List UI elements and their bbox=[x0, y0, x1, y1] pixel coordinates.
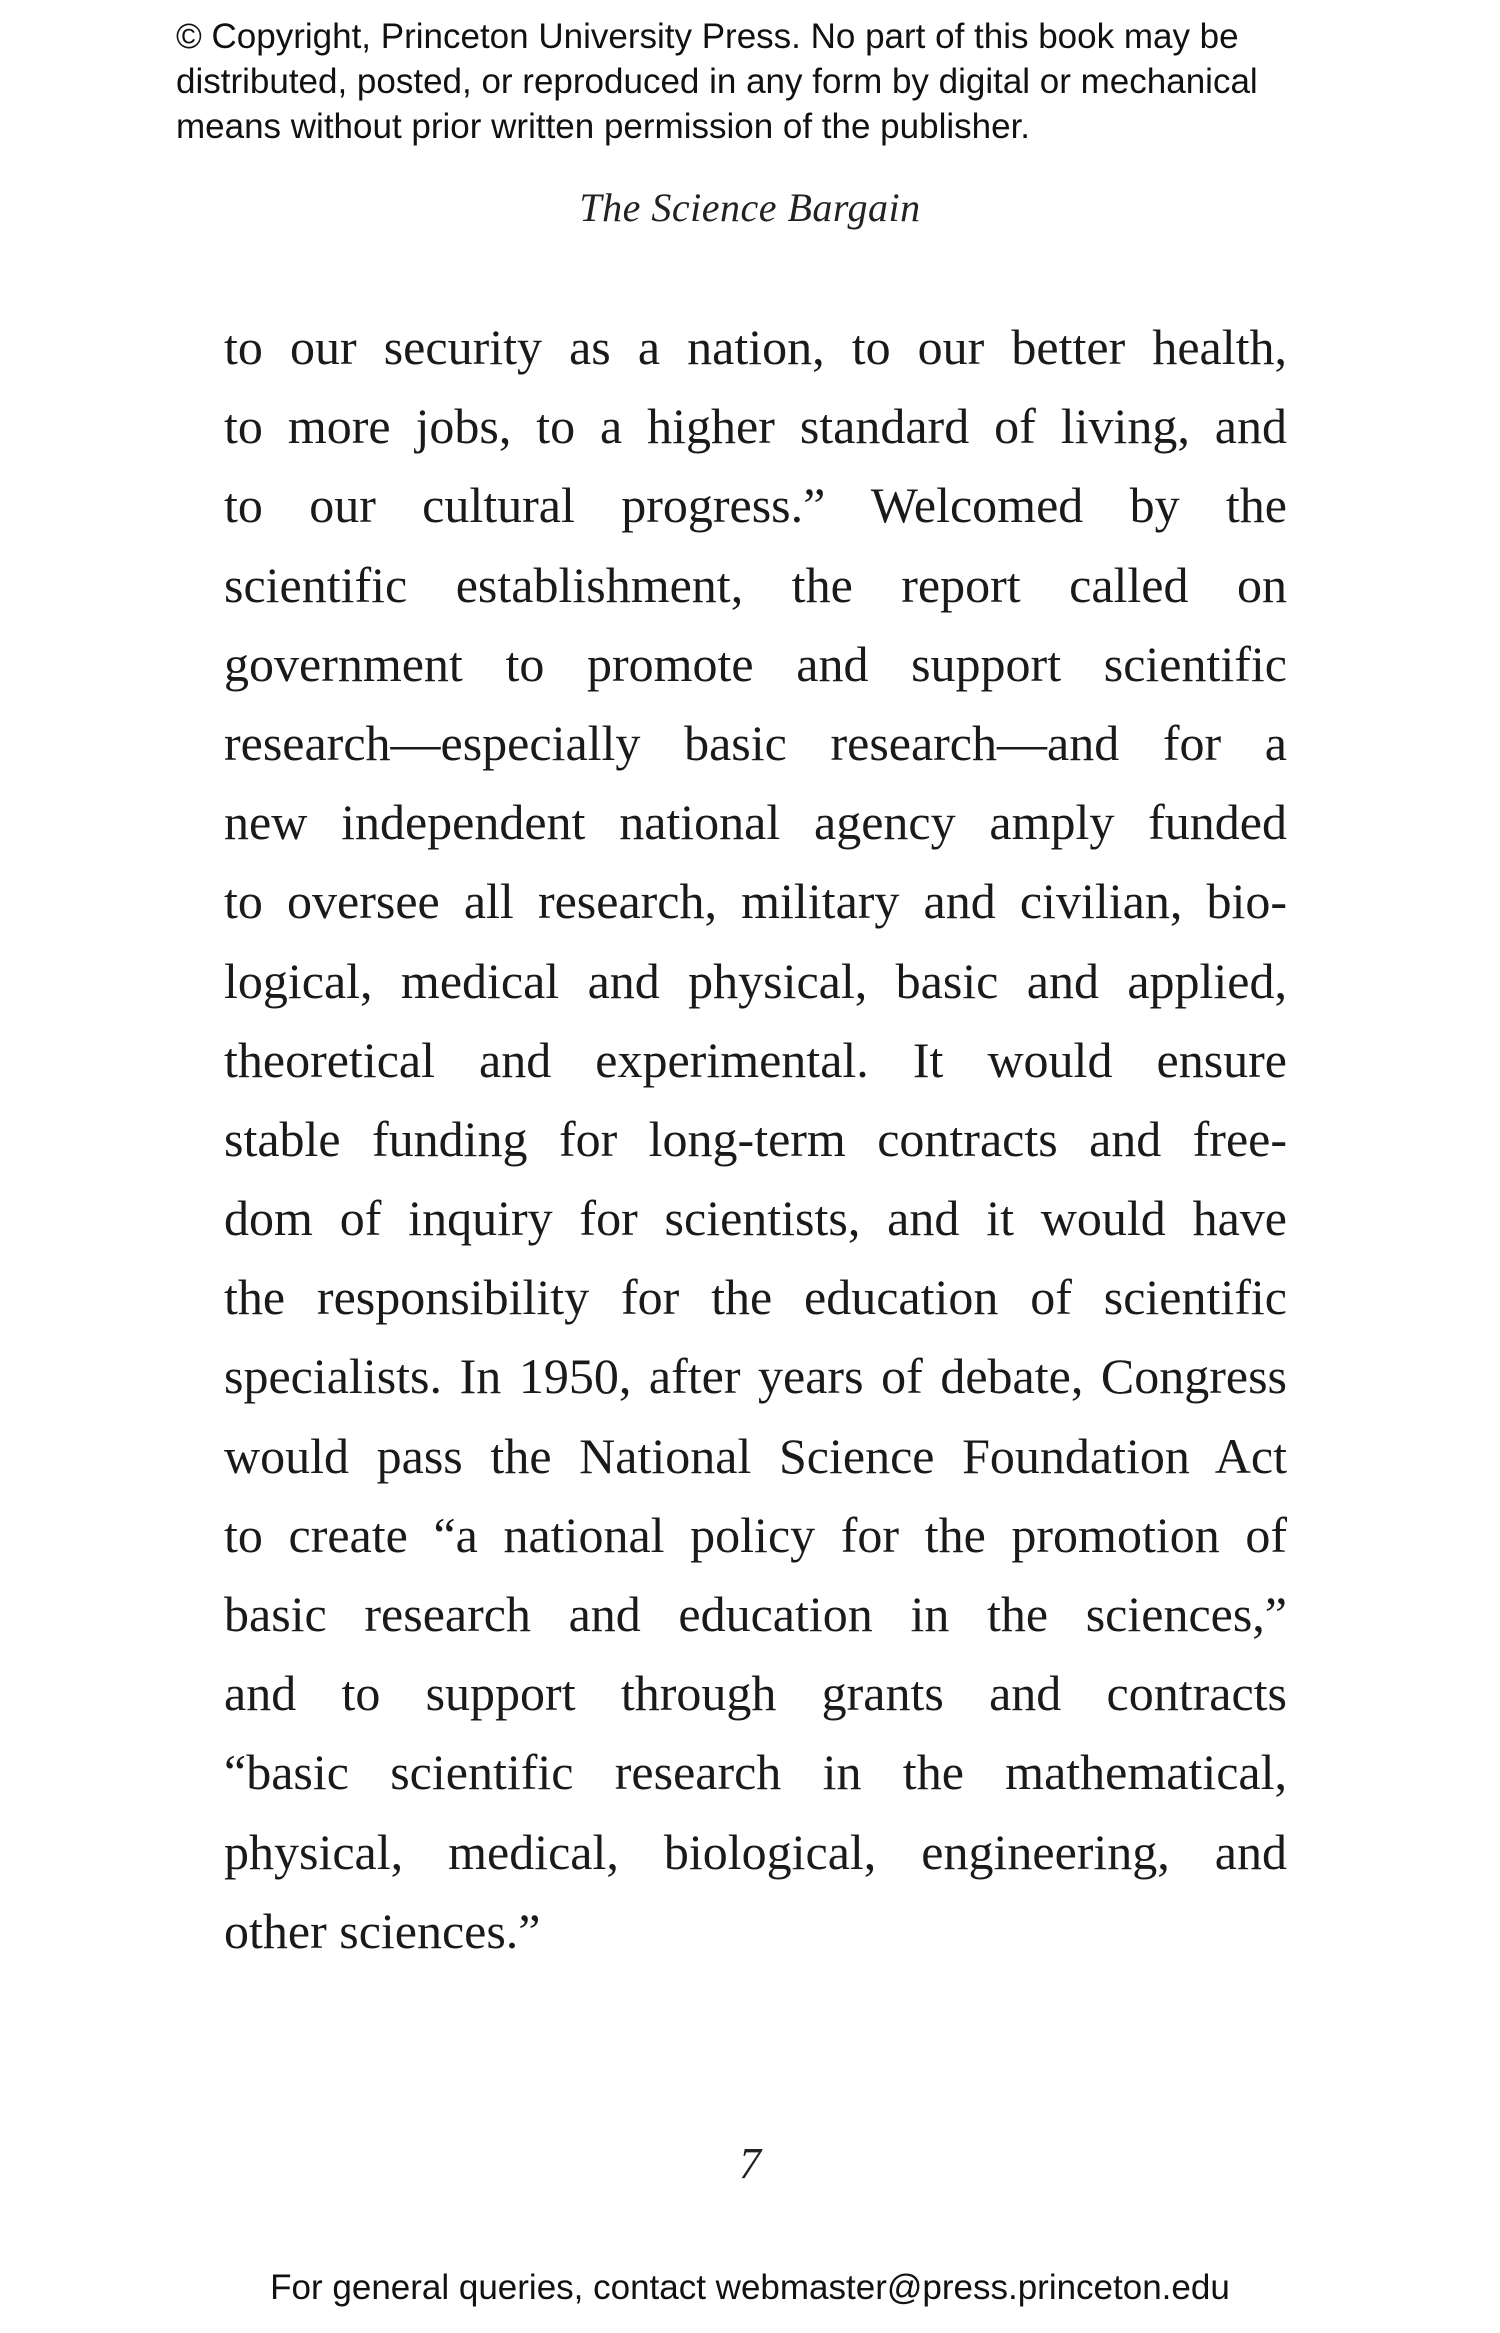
body-line: stable funding for long-term contracts and free- bbox=[224, 1110, 1287, 1167]
body-line: new independent national agency amply funded bbox=[224, 794, 1287, 851]
running-head: The Science Bargain bbox=[579, 185, 921, 230]
copyright-notice-line: distributed, posted, or reproduced in any form by digital or mechanical bbox=[176, 62, 1258, 101]
body-line: dom of inquiry for scientists, and it would have bbox=[224, 1190, 1287, 1247]
copyright-notice bbox=[176, 14, 1376, 149]
body-line: to more jobs, to a higher standard of living, and bbox=[224, 398, 1287, 455]
body-line: research—especially basic research—and for a bbox=[224, 714, 1287, 771]
body-line: and to support through grants and contracts bbox=[224, 1665, 1287, 1722]
copyright-notice-line: means without prior written permission of the publisher. bbox=[176, 107, 1031, 146]
body-line: scientific establishment, the report called on bbox=[224, 556, 1287, 613]
body-line: to oversee all research, military and civilian, bio- bbox=[224, 873, 1287, 930]
copyright-notice-line: © Copyright, Princeton University Press. No part of this book may be bbox=[176, 17, 1239, 56]
body-line: physical, medical, biological, engineering, and bbox=[224, 1823, 1287, 1880]
body-line: basic research and education in the sciences,” bbox=[224, 1586, 1287, 1642]
body-line: “basic scientific research in the mathematical, bbox=[224, 1744, 1287, 1801]
body-line: logical, medical and physical, basic and applied, bbox=[224, 952, 1287, 1009]
body-line: to create “a national policy for the promotion of bbox=[224, 1506, 1287, 1563]
body-line: specialists. In 1950, after years of debate, Congress bbox=[224, 1348, 1287, 1405]
body-line: to our security as a nation, to our better health, bbox=[224, 319, 1287, 375]
body-line: to our cultural progress.” Welcomed by the bbox=[224, 477, 1287, 534]
page-number: 7 bbox=[739, 2139, 761, 2188]
body-line: theoretical and experimental. It would ensure bbox=[224, 1031, 1287, 1088]
body-paragraph bbox=[224, 308, 1287, 1971]
body-line: the responsibility for the education of scientific bbox=[224, 1269, 1287, 1326]
body-line: other sciences.” bbox=[224, 1902, 541, 1959]
contact-footer: For general queries, contact webmaster@press.princeton.edu bbox=[270, 2268, 1230, 2307]
body-line: would pass the National Science Foundation Act bbox=[224, 1427, 1287, 1484]
body-line: government to promote and support scientific bbox=[224, 635, 1287, 692]
